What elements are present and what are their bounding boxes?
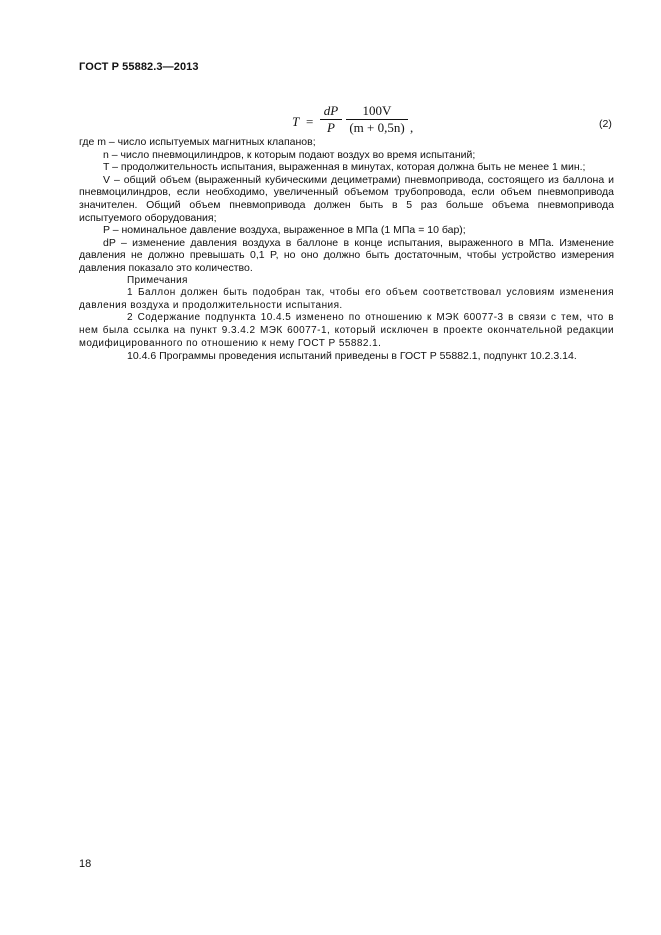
note-1: 1 Баллон должен быть подобран так, чтобы его объем соответствовал условиям изменения давления воздуха и продолжительности испытания. <box>79 287 614 311</box>
definition-p: P – номинальное давление воздуха, выраженное в МПа (1 МПа = 10 бар); <box>103 224 466 237</box>
notes-title: Примечания <box>127 274 188 286</box>
definition-m: где m – число испытуемых магнитных клапанов; <box>79 136 316 148</box>
note-2: 2 Содержание подпункта 10.4.5 изменено по отношению к МЭК 60077-3 в связи с тем, что в нем была ссылка на пункт 9.3.4.2 МЭК 60077-1, который исключен в проекте окончательной редакции модифицированного по отношению к нему ГОСТ Р 55882.1. <box>79 312 614 349</box>
definition-t: T – продолжительность испытания, выраженная в минутах, которая должна быть не менее 1 мин.; <box>103 161 586 174</box>
fraction-2-denominator: (m + 0,5n) <box>349 120 405 135</box>
fraction-1-denominator: P <box>327 120 335 135</box>
formula-equals: = <box>306 114 314 129</box>
formula-fraction-1 <box>320 104 342 135</box>
definition-v: V – общий объем (выраженный кубическими дециметрами) пневмопривода, состоящего из баллона и пневмоцилиндров, если необходимо, увеличенный объемом трубопровода, если объем пневмопривода значителен. Общий объем пневмопривода должен быть в 5 раз больше объема пневмопривода испытуемого оборудования; <box>79 173 614 224</box>
document-header: ГОСТ Р 55882.3—2013 <box>79 61 199 73</box>
equation-number: (2) <box>599 118 612 130</box>
body-text <box>79 136 614 363</box>
definition-dp: dP – изменение давления воздуха в баллоне в конце испытания, выраженного в МПа. Изменение давления не должно превышать 0,1 P, но оно должно быть достаточным, чтобы устройство измерения давления показало это количество. <box>79 236 614 274</box>
fraction-1-numerator: dP <box>323 103 339 118</box>
definition-n: n – число пневмоцилиндров, к которым подают воздух во время испытаний; <box>103 148 476 161</box>
formula-fraction-2 <box>346 104 408 135</box>
page-number: 18 <box>79 858 92 870</box>
fraction-2-numerator: 100V <box>362 103 392 118</box>
formula-lhs: T <box>292 114 300 129</box>
formula-comma: , <box>410 120 414 135</box>
paragraph-10-4-6: 10.4.6 Программы проведения испытаний приведены в ГОСТ Р 55882.1, подпункт 10.2.3.14. <box>127 350 577 363</box>
